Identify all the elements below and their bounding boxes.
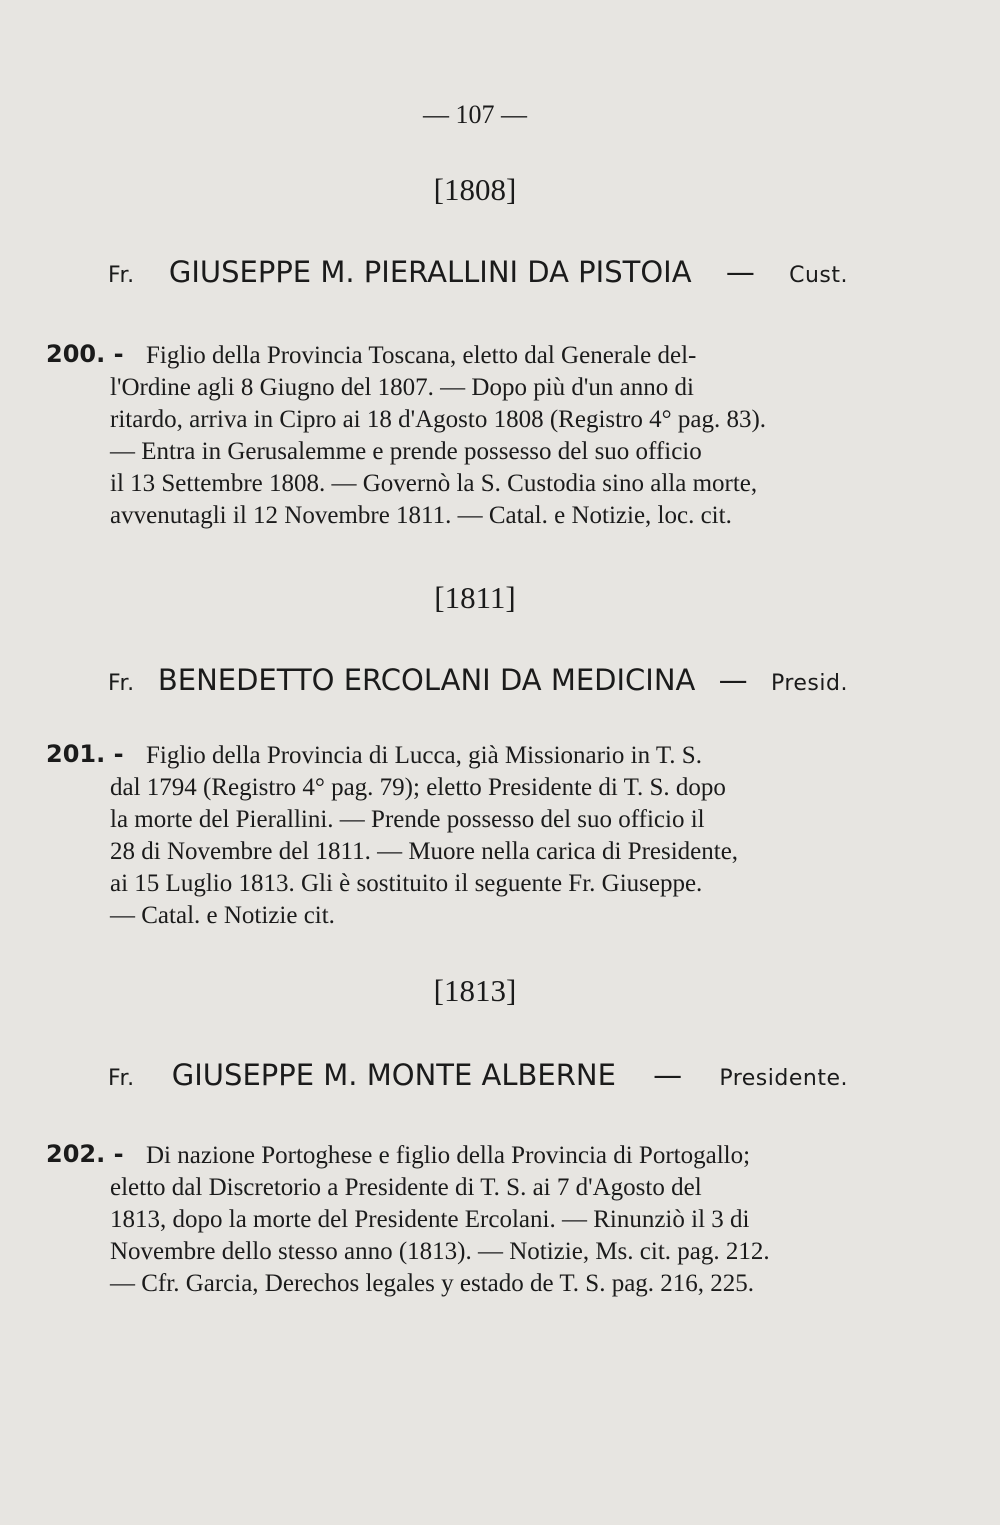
heading-role: Presid. (770, 671, 848, 696)
entry-line: — Entra in Gerusalemme e prende possesso del suo officio (110, 438, 702, 465)
entry-line: eletto dal Discretorio a Presidente di T. S. ai 7 d'Agosto del (110, 1174, 702, 1201)
heading-dash: — (653, 1058, 683, 1092)
entry-line: dal 1794 (Registro 4° pag. 79); eletto Presidente di T. S. dopo (110, 774, 726, 801)
entry-text (46, 340, 846, 532)
heading-name: GIUSEPPE M. MONTE ALBERNE (171, 1058, 616, 1092)
entry-heading-ercolani (108, 663, 848, 697)
entry-201 (46, 740, 846, 932)
entry-line: — Cfr. Garcia, Derechos legales y estado de T. S. pag. 216, 225. (110, 1270, 755, 1297)
entry-heading-pierallini (108, 255, 848, 289)
entry-line: la morte del Pierallini. — Prende possesso del suo officio il (110, 806, 705, 833)
year-heading-1811: [1811] (434, 580, 516, 615)
heading-prefix: Fr. (108, 671, 135, 696)
entry-line: ritardo, arriva in Cipro ai 18 d'Agosto 1808 (Registro 4° pag. 83). (110, 406, 767, 433)
entry-line: il 13 Settembre 1808. — Governò la S. Custodia sino alla morte, (110, 470, 758, 497)
entry-line: Figlio della Provincia di Lucca, già Missionario in T. S. (146, 742, 702, 769)
entry-202 (46, 1140, 846, 1300)
entry-line: 28 di Novembre del 1811. — Muore nella carica di Presidente, (110, 838, 739, 865)
entry-line: 1813, dopo la morte del Presidente Ercolani. — Rinunziò il 3 di (110, 1206, 750, 1233)
year-heading-1813: [1813] (433, 973, 517, 1008)
heading-name: BENEDETTO ERCOLANI DA MEDICINA (157, 663, 696, 697)
entry-number: 202. - (46, 1140, 124, 1168)
entry-text (46, 1140, 846, 1300)
entry-line: Di nazione Portoghese e figlio della Provincia di Portogallo; (146, 1142, 751, 1169)
heading-role: Presidente. (719, 1066, 848, 1091)
heading-dash: — (725, 255, 755, 289)
heading-prefix: Fr. (108, 263, 135, 288)
entry-line: — Catal. e Notizie cit. (110, 902, 335, 929)
heading-prefix: Fr. (108, 1066, 135, 1091)
heading-name: GIUSEPPE M. PIERALLINI DA PISTOIA (168, 255, 692, 289)
entry-number: 201. - (46, 740, 124, 768)
entry-number: 200. - (46, 340, 124, 368)
entry-text (46, 740, 846, 932)
entry-line: avvenutagli il 12 Novembre 1811. — Catal. e Notizie, loc. cit. (110, 502, 732, 529)
entry-line: Novembre dello stesso anno (1813). — Notizie, Ms. cit. pag. 212. (110, 1238, 770, 1265)
entry-line: Figlio della Provincia Toscana, eletto dal Generale del- (146, 342, 697, 369)
heading-role: Cust. (789, 263, 848, 288)
page-number: — 107 — (423, 100, 527, 129)
year-heading-1808: [1808] (433, 172, 517, 207)
heading-dash: — (718, 663, 748, 697)
entry-line: l'Ordine agli 8 Giugno del 1807. — Dopo più d'un anno di (110, 374, 694, 401)
entry-200 (46, 340, 846, 532)
entry-heading-monte-alberne (108, 1058, 848, 1092)
entry-line: ai 15 Luglio 1813. Gli è sostituito il seguente Fr. Giuseppe. (110, 870, 703, 897)
